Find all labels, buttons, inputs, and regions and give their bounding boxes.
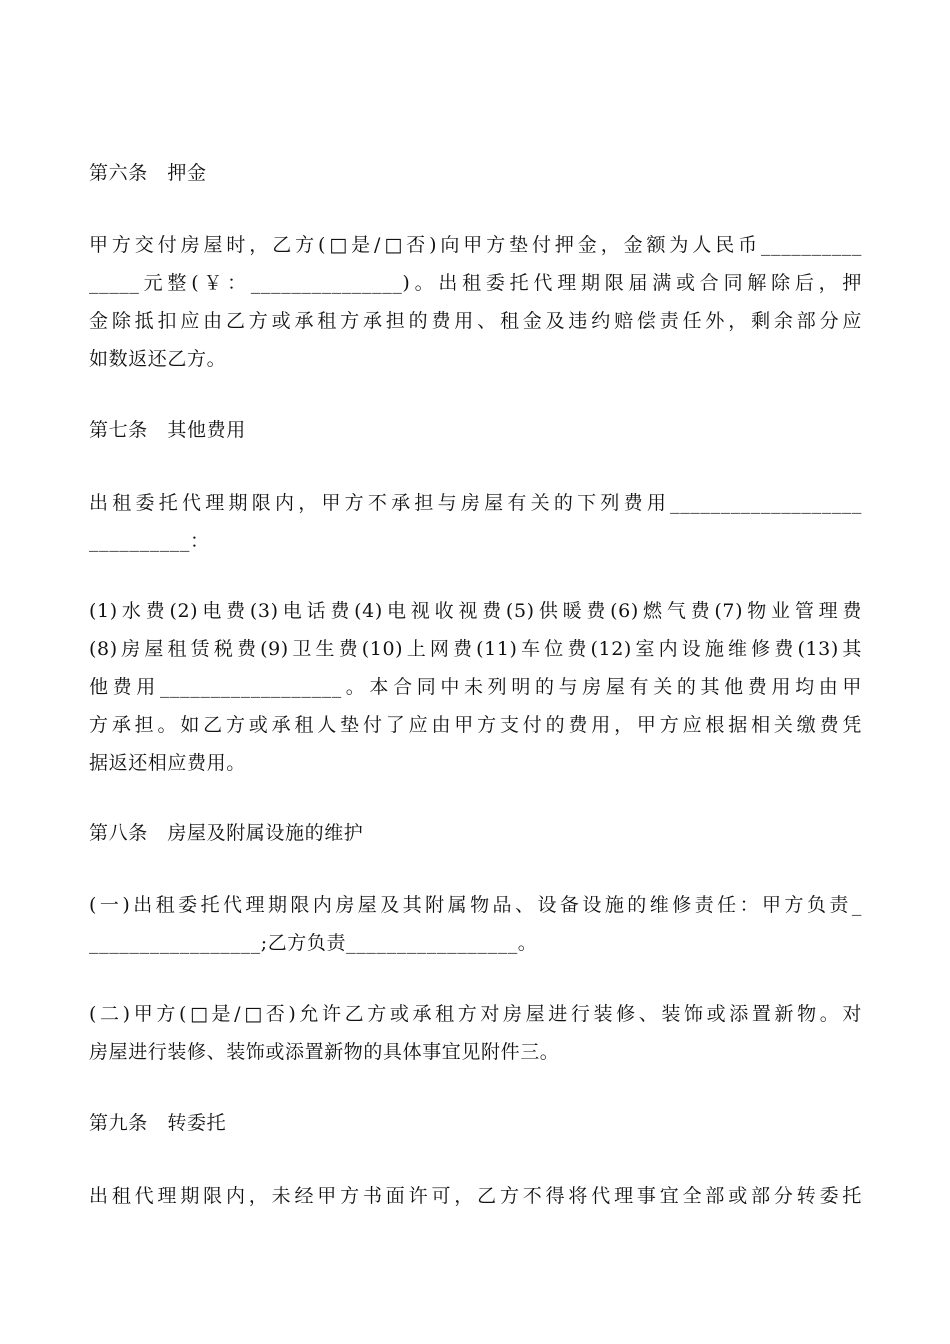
article-8-para-2-line-2: 房屋进行装修、装饰或添置新物的具体事宜见附件三。 — [89, 1041, 560, 1063]
article-7-para-2-line-5: 据返还相应费用。 — [89, 752, 246, 774]
article-8-para-2-line-1: (二)甲方(□是/□否)允许乙方或承租方对房屋进行装修、装饰或添置新物。对 — [89, 1003, 862, 1025]
article-8-para-1-line-2: _________________;乙方负责_________________。 — [89, 932, 538, 954]
article-9-heading: 第九条 转委托 — [89, 1112, 227, 1134]
article-8-para-1-line-1: (一)出租委托代理期限内房屋及其附属物品、设备设施的维修责任：甲方负责_ — [89, 894, 862, 916]
article-6-text-line-1: 甲方交付房屋时，乙方(□是/□否)向甲方垫付押金，金额为人民币__________ — [89, 234, 862, 256]
article-7-para-1-line-1: 出租委托代理期限内，甲方不承担与房屋有关的下列费用___________________ — [89, 492, 862, 514]
article-7-para-2-line-2: (8)房屋租赁税费(9)卫生费(10)上网费(11)车位费(12)室内设施维修费(13)其 — [89, 638, 862, 660]
article-7-para-2-line-1: (1)水费(2)电费(3)电话费(4)电视收视费(5)供暖费(6)燃气费(7)物业管理费 — [89, 600, 862, 622]
article-7-para-2-line-3: 他费用__________________。本合同中未列明的与房屋有关的其他费用均由甲 — [89, 676, 862, 698]
article-6-text-line-2: _____元整(￥：_______________)。出租委托代理期限届满或合同解除后，押 — [89, 272, 862, 294]
article-7-para-2-line-4: 方承担。如乙方或承租人垫付了应由甲方支付的费用，甲方应根据相关缴费凭 — [89, 714, 862, 736]
article-8-heading: 第八条 房屋及附属设施的维护 — [89, 822, 364, 844]
article-6-heading: 第六条 押金 — [89, 162, 207, 184]
article-9-text-line-1: 出租代理期限内，未经甲方书面许可，乙方不得将代理事宜全部或部分转委托 — [89, 1185, 862, 1207]
article-7-heading: 第七条 其他费用 — [89, 419, 246, 441]
article-6-text-line-4: 如数返还乙方。 — [89, 348, 227, 370]
article-7-para-1-line-2: __________： — [89, 530, 210, 552]
article-6-text-line-3: 金除抵扣应由乙方或承租方承担的费用、租金及违约赔偿责任外，剩余部分应 — [89, 310, 862, 332]
